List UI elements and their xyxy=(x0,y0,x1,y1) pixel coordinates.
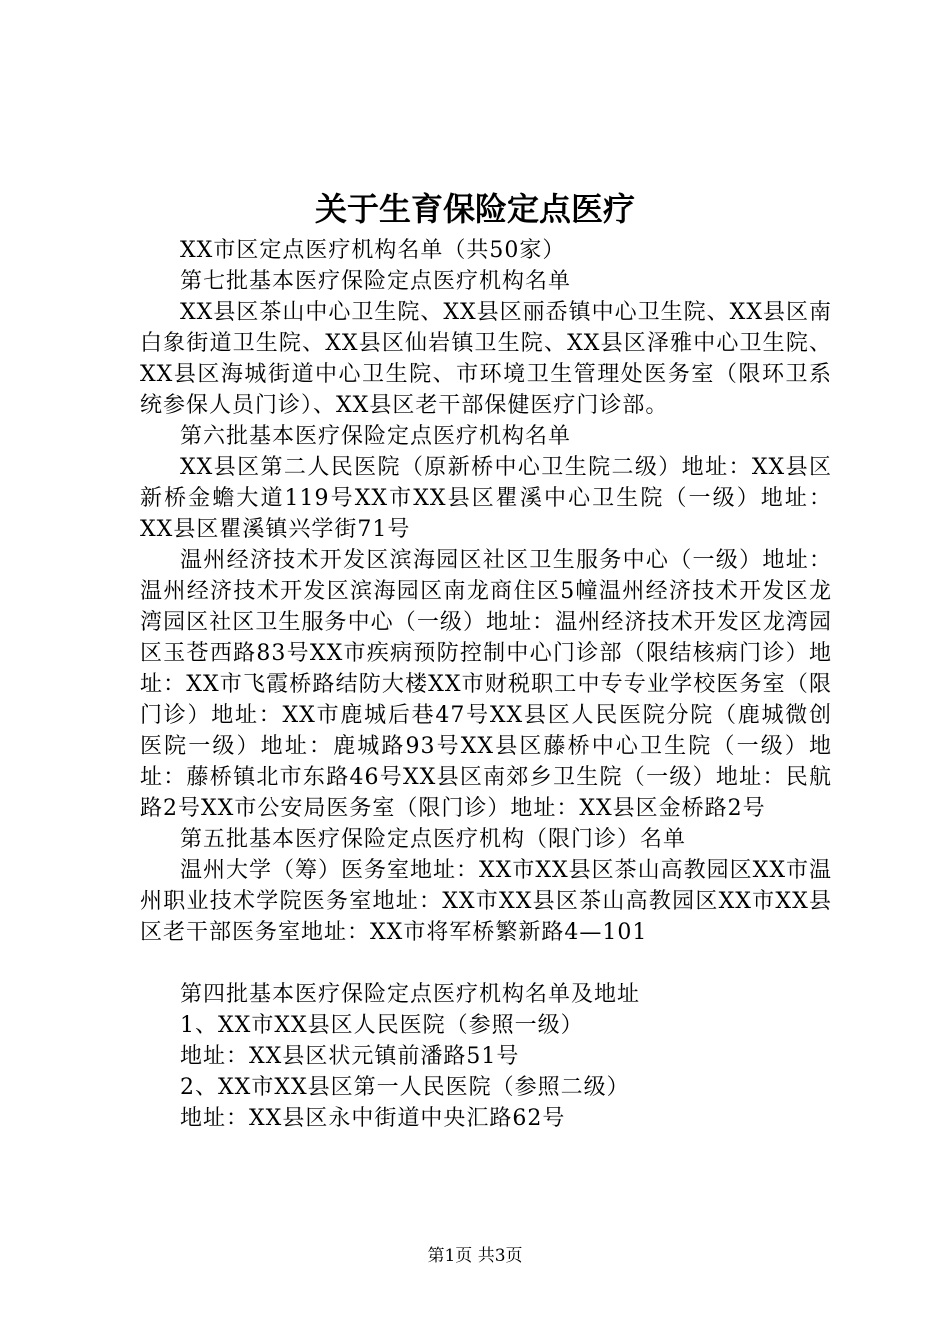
paragraph-batch-4-item-2: 2、XX市XX县区第一人民医院（参照二级） xyxy=(180,1075,630,1100)
paragraph-batch-7-heading: 第七批基本医疗保险定点医疗机构名单 xyxy=(180,269,572,294)
paragraph-batch-4-item-1: 1、XX市XX县区人民医院（参照一级） xyxy=(180,1013,584,1038)
paragraph-batch-5-heading: 第五批基本医疗保险定点医疗机构（限门诊）名单 xyxy=(180,827,687,852)
paragraph-batch-7-list: XX县区茶山中心卫生院、XX县区丽岙镇中心卫生院、XX县区南白象街道卫生院、XX县区仙岩镇卫生院、XX县区泽雅中心卫生院、XX县区海城街道中心卫生院、市环境卫生管理处医务室（限环卫系统参保人员门诊）、XX县区老干部保健医疗门诊部。 xyxy=(140,300,832,418)
paragraph-batch-6-list-a: XX县区第二人民医院（原新桥中心卫生院二级）地址：XX县区新桥金蟾大道119号XX市XX县区瞿溪中心卫生院（一级）地址：XX县区瞿溪镇兴学街71号 xyxy=(140,455,832,542)
paragraph-batch-5-list: 温州大学（筹）医务室地址：XX市XX县区茶山高教园区XX市温州职业技术学院医务室地址：XX市XX县区茶山高教园区XX市XX县区老干部医务室地址：XX市将军桥繁新路4—101 xyxy=(140,858,832,945)
paragraph-batch-4-heading: 第四批基本医疗保险定点医疗机构名单及地址 xyxy=(180,982,641,1007)
paragraph-list-heading: XX市区定点医疗机构名单（共50家） xyxy=(180,238,566,263)
paragraph-batch-6-heading: 第六批基本医疗保险定点医疗机构名单 xyxy=(180,424,572,449)
document-body xyxy=(140,235,832,1134)
page-footer: 第1页 共3页 xyxy=(427,1246,523,1266)
paragraph-batch-4-address-2: 地址：XX县区永中街道中央汇路62号 xyxy=(180,1106,566,1131)
paragraph-spacer xyxy=(140,948,832,979)
paragraph-batch-6-list-b: 温州经济技术开发区滨海园区社区卫生服务中心（一级）地址：温州经济技术开发区滨海园区南龙商住区5幢温州经济技术开发区龙湾园区社区卫生服务中心（一级）地址：温州经济技术开发区龙湾园区玉苍西路83号XX市疾病预防控制中心门诊部（限结核病门诊）地址：XX市飞霞桥路结防大楼XX市财税职工中专专业学校医务室（限门诊）地址：XX市鹿城后巷47号XX县区人民医院分院（鹿城微创医院一级）地址：鹿城路93号XX县区藤桥中心卫生院（一级）地址：藤桥镇北市东路46号XX县区南郊乡卫生院（一级）地址：民航路2号XX市公安局医务室（限门诊）地址：XX县区金桥路2号 xyxy=(140,548,832,821)
paragraph-batch-4-address-1: 地址：XX县区状元镇前潘路51号 xyxy=(180,1044,520,1069)
document-title: 关于生育保险定点医疗 xyxy=(314,190,635,228)
